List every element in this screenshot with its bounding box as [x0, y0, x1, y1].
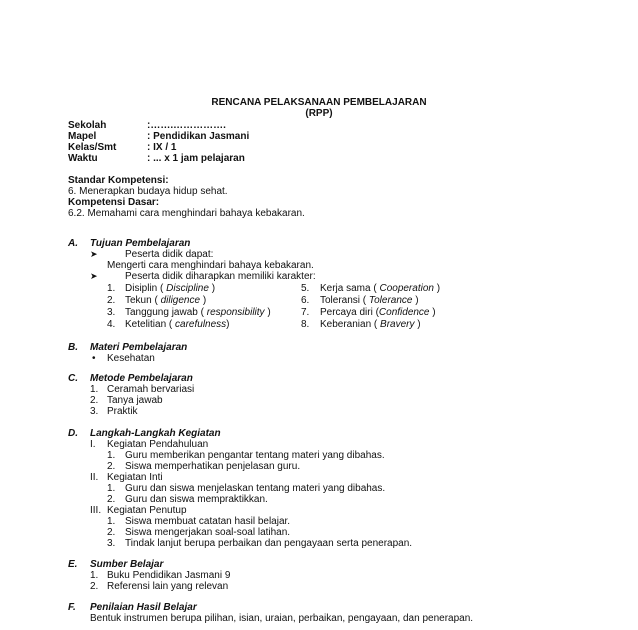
langkah-item: Siswa membuat catatan hasil belajar.: [125, 516, 291, 527]
section-a-title: Tujuan Pembelajaran: [90, 238, 191, 249]
langkah-item: Guru dan siswa mempraktikkan.: [125, 494, 268, 505]
karakter-num: 5.: [301, 283, 310, 294]
karakter-num: 4.: [107, 319, 116, 330]
karakter-item: Ketelitian ( carefulness): [125, 319, 230, 330]
identity-value-waktu: : ... x 1 jam pelajaran: [147, 153, 245, 164]
langkah-num: 2.: [107, 494, 116, 505]
karakter-num: 2.: [107, 295, 116, 306]
metode-num: 1.: [90, 384, 99, 395]
section-e-title: Sumber Belajar: [90, 559, 164, 570]
langkah-item: Guru dan siswa menjelaskan tentang materi yang dibahas.: [125, 483, 386, 494]
identity-label-waktu: Waktu: [68, 153, 98, 164]
identity-value-sekolah: :…….…………….: [147, 120, 226, 131]
tujuan-bullet-2: Peserta didik diharapkan memiliki karakter:: [125, 271, 316, 282]
sk-heading: Standar Kompetensi:: [68, 175, 169, 186]
langkah-num: 1.: [107, 516, 116, 527]
langkah-num: 2.: [107, 527, 116, 538]
karakter-num: 6.: [301, 295, 310, 306]
metode-item: Praktik: [107, 406, 138, 417]
section-a-letter: A.: [68, 238, 78, 249]
bullet-dot-icon: •: [92, 353, 96, 364]
materi-item: Kesehatan: [107, 353, 155, 364]
section-f-letter: F.: [68, 602, 76, 613]
karakter-item: Tanggung jawab ( responsibility ): [125, 307, 271, 318]
langkah-num: 1.: [107, 483, 116, 494]
identity-label-kelas: Kelas/Smt: [68, 142, 117, 153]
langkah-roman: III.: [90, 505, 102, 516]
sumber-num: 1.: [90, 570, 99, 581]
section-f-title: Penilaian Hasil Belajar: [90, 602, 197, 613]
karakter-item: Kerja sama ( Cooperation ): [320, 283, 441, 294]
document-subtitle: (RPP): [305, 108, 333, 119]
penilaian-text: Bentuk instrumen berupa pilihan, isian, uraian, perbaikan, pengayaan, dan penerapan.: [90, 613, 474, 624]
langkah-item: Siswa mengerjakan soal-soal latihan.: [125, 527, 291, 538]
identity-label-mapel: Mapel: [68, 131, 97, 142]
document-title: RENCANA PELAKSANAAN PEMBELAJARAN: [211, 97, 427, 108]
metode-item: Tanya jawab: [107, 395, 163, 406]
karakter-item: Tekun ( diligence ): [125, 295, 207, 306]
sumber-item: Buku Pendidikan Jasmani 9: [107, 570, 231, 581]
tujuan-bullet-1-sub: Mengerti cara menghindari bahaya kebakaran.: [107, 260, 314, 271]
identity-value-kelas: : IX / 1: [147, 142, 177, 153]
langkah-roman: I.: [90, 439, 96, 450]
langkah-num: 2.: [107, 461, 116, 472]
section-c-letter: C.: [68, 373, 78, 384]
langkah-item: Tindak lanjut berupa perbaikan dan pengayaan serta penerapan.: [125, 538, 413, 549]
karakter-item: Disiplin ( Discipline ): [125, 283, 216, 294]
kd-heading: Kompetensi Dasar:: [68, 197, 160, 208]
langkah-item: Siswa memperhatikan penjelasan guru.: [125, 461, 301, 472]
langkah-title: Kegiatan Inti: [107, 472, 163, 483]
identity-label-sekolah: Sekolah: [68, 120, 107, 131]
karakter-num: 7.: [301, 307, 310, 318]
karakter-item: Toleransi ( Tolerance ): [320, 295, 419, 306]
karakter-num: 8.: [301, 319, 310, 330]
section-e-letter: E.: [68, 559, 78, 570]
sk-text: 6. Menerapkan budaya hidup sehat.: [68, 186, 228, 197]
sumber-num: 2.: [90, 581, 99, 592]
langkah-num: 1.: [107, 450, 116, 461]
section-d-letter: D.: [68, 428, 78, 439]
langkah-roman: II.: [90, 472, 99, 483]
karakter-item: Percaya diri (Confidence ): [320, 307, 436, 318]
metode-num: 2.: [90, 395, 99, 406]
identity-value-mapel: : Pendidikan Jasmani: [147, 131, 250, 142]
langkah-item: Guru memberikan pengantar tentang materi yang dibahas.: [125, 450, 385, 461]
langkah-title: Kegiatan Pendahuluan: [107, 439, 209, 450]
section-d-title: Langkah-Langkah Kegiatan: [90, 428, 221, 439]
metode-num: 3.: [90, 406, 99, 417]
arrow-bullet-icon: ➤: [90, 271, 98, 281]
section-b-letter: B.: [68, 342, 78, 353]
section-c-title: Metode Pembelajaran: [90, 373, 193, 384]
langkah-title: Kegiatan Penutup: [107, 505, 187, 516]
section-b-title: Materi Pembelajaran: [90, 342, 188, 353]
karakter-num: 3.: [107, 307, 116, 318]
arrow-bullet-icon: ➤: [90, 249, 98, 259]
sumber-item: Referensi lain yang relevan: [107, 581, 229, 592]
metode-item: Ceramah bervariasi: [107, 384, 195, 395]
karakter-item: Keberanian ( Bravery ): [320, 319, 421, 330]
langkah-num: 3.: [107, 538, 116, 549]
karakter-num: 1.: [107, 283, 116, 294]
kd-text: 6.2. Memahami cara menghindari bahaya kebakaran.: [68, 208, 305, 219]
tujuan-bullet-1: Peserta didik dapat:: [125, 249, 214, 260]
